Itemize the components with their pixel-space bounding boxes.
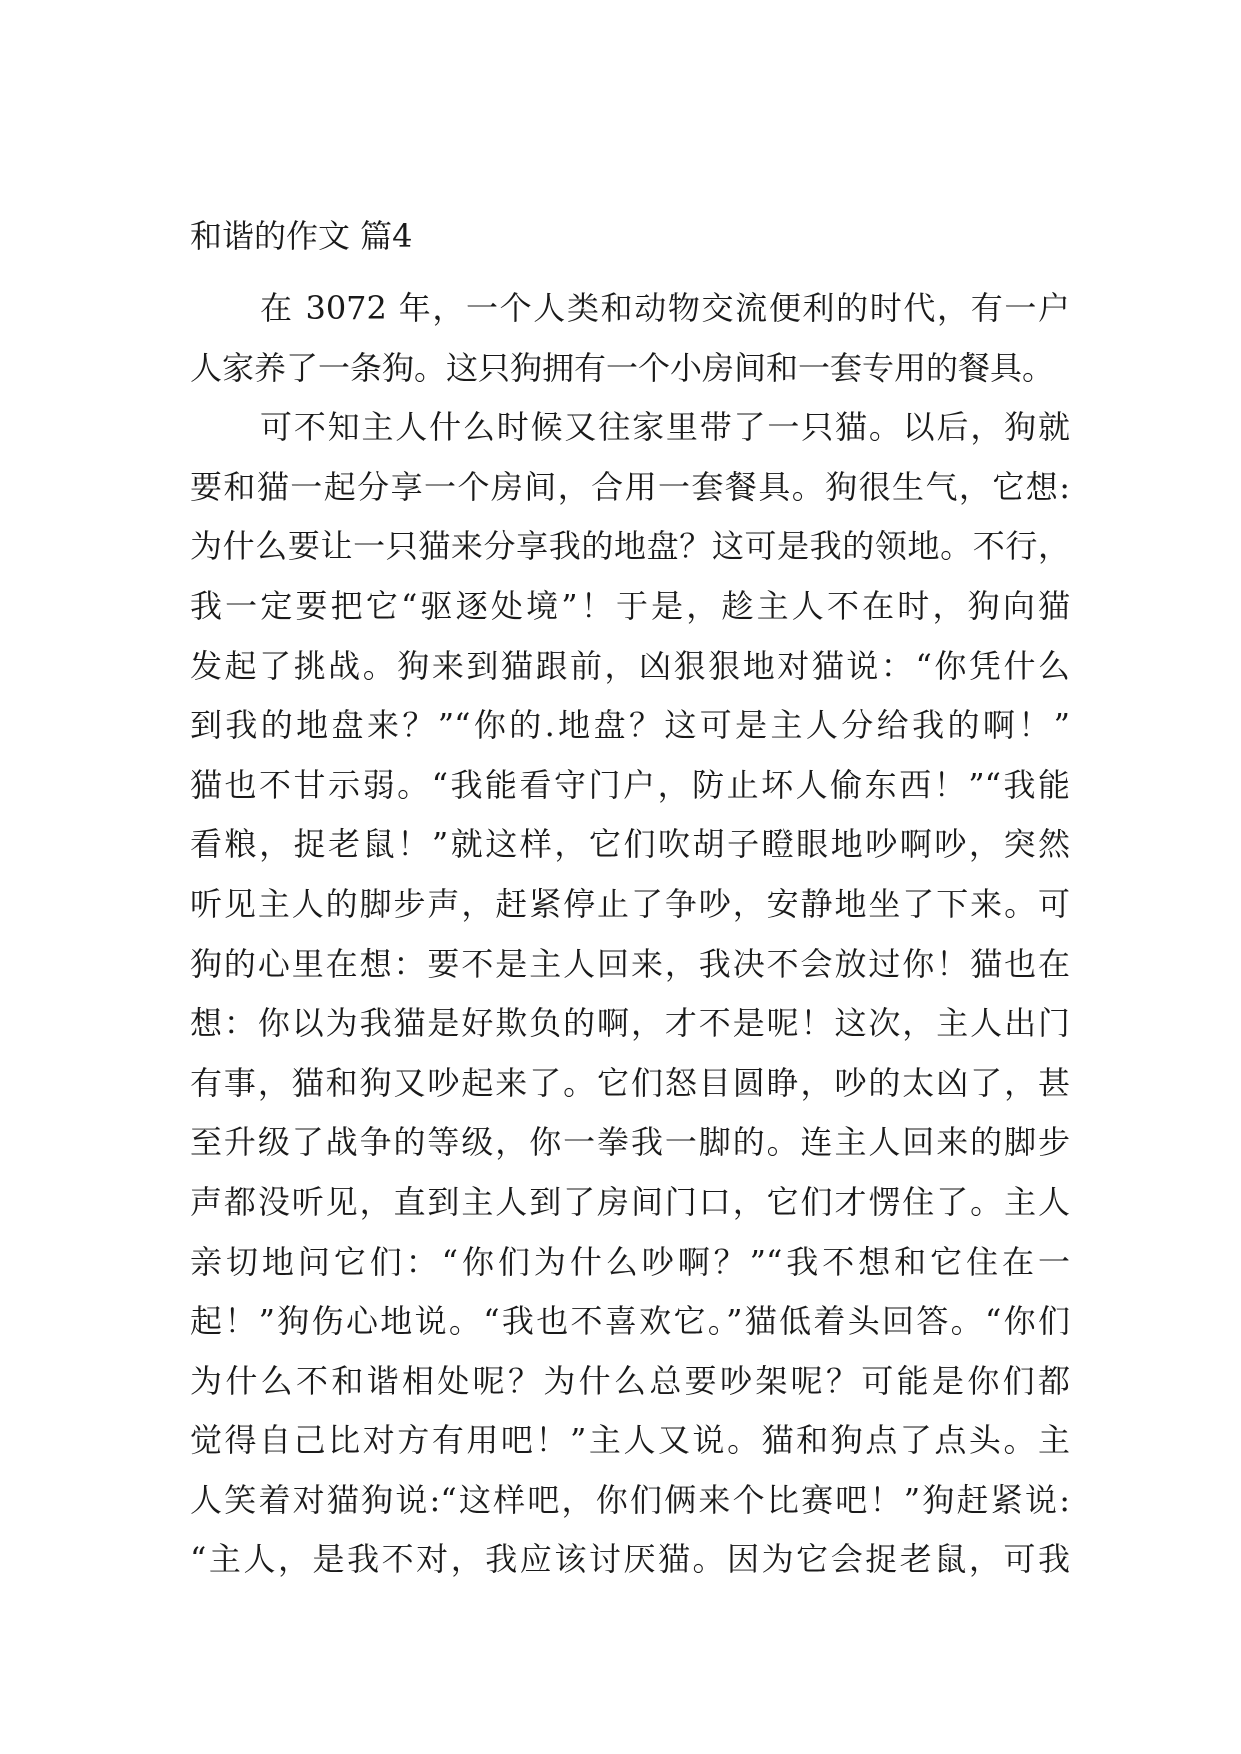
text-line: 发起了挑战。狗来到猫跟前，凶狠狠地对猫说：“你凭什么 — [190, 646, 1070, 685]
text-line: 猫也不甘示弱。“我能看守门户，防止坏人偷东西！”“我能 — [190, 765, 1070, 804]
text-line: 声都没听见，直到主人到了房间门口，它们才愣住了。主人 — [190, 1182, 1070, 1221]
text-line: “主人，是我不对，我应该讨厌猫。因为它会捉老鼠，可我 — [190, 1540, 1070, 1579]
text-line: 人笑着对猫狗说:“这样吧，你们俩来个比赛吧！”狗赶紧说: — [190, 1480, 1070, 1519]
text-line: 到我的地盘来？”“你的.地盘？这可是主人分给我的啊！” — [190, 706, 1070, 745]
text-line: 我一定要把它“驱逐处境”！于是，趁主人不在时，狗向猫 — [190, 586, 1070, 625]
text-line: 觉得自己比对方有用吧！”主人又说。猫和狗点了点头。主 — [190, 1421, 1070, 1460]
text-line: 起！”狗伤心地说。“我也不喜欢它。”猫低着头回答。“你们 — [190, 1302, 1070, 1341]
text-line: 可不知主人什么时候又往家里带了一只猫。以后，狗就 — [260, 408, 1070, 447]
text-line: 人家养了一条狗。这只狗拥有一个小房间和一套专用的餐具。 — [190, 348, 1055, 387]
essay-title: 和谐的作文 篇4 — [190, 217, 413, 255]
text-line: 至升级了战争的等级，你一拳我一脚的。连主人回来的脚步 — [190, 1123, 1070, 1162]
text-line: 为什么不和谐相处呢？为什么总要吵架呢？可能是你们都 — [190, 1361, 1070, 1400]
text-line: 狗的心里在想：要不是主人回来，我决不会放过你！猫也在 — [190, 944, 1070, 983]
essay-body — [190, 216, 1070, 1590]
text-line: 要和猫一起分享一个房间，合用一套餐具。狗很生气，它想: — [190, 467, 1070, 506]
text-line: 在 3072 年，一个人类和动物交流便利的时代，有一户 — [260, 289, 1070, 327]
text-line: 有事，猫和狗又吵起来了。它们怒目圆睁，吵的太凶了，甚 — [190, 1063, 1070, 1102]
text-line: 亲切地问它们：“你们为什么吵啊？”“我不想和它住在一 — [190, 1242, 1070, 1281]
text-line: 为什么要让一只猫来分享我的地盘？这可是我的领地。不行， — [190, 527, 1070, 566]
text-line: 听见主人的脚步声，赶紧停止了争吵，安静地坐了下来。可 — [190, 884, 1070, 923]
text-line: 想：你以为我猫是好欺负的啊，才不是呢！这次，主人出门 — [190, 1004, 1070, 1043]
text-line: 看粮，捉老鼠！”就这样，它们吹胡子瞪眼地吵啊吵，突然 — [190, 825, 1070, 864]
